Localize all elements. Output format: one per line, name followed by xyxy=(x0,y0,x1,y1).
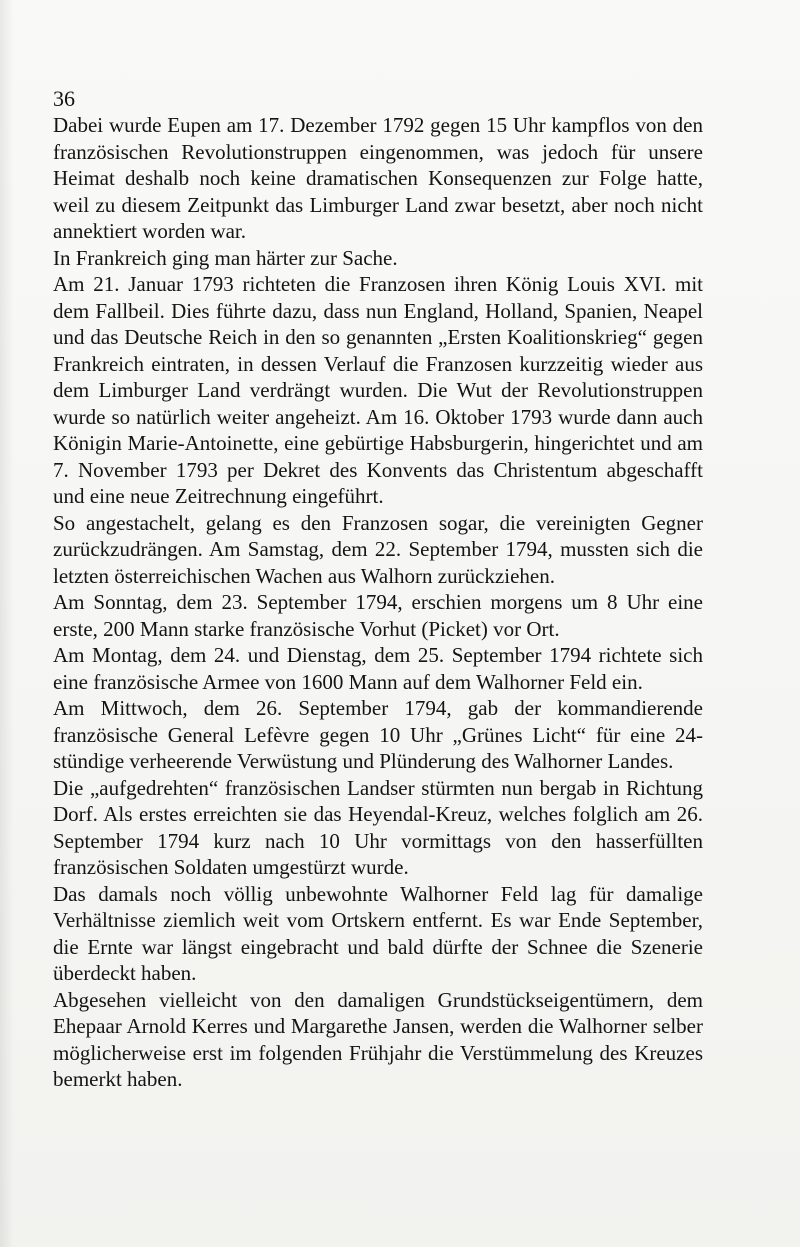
spine-shadow xyxy=(0,0,14,1247)
paragraph: Am Mittwoch, dem 26. September 1794, gab der kommandierende französische General Lefèvre gegen 10 Uhr „Grünes Licht“ für eine 24-stündige verheerende Verwüstung und Plünderung des Walhorner Landes. xyxy=(53,696,703,773)
page-number: 36 xyxy=(53,86,75,111)
paragraph: Am 21. Januar 1793 richteten die Franzosen ihren König Louis XVI. mit dem Fallbeil. Dies führte dazu, dass nun England, Holland, Spanien, Neapel und das Deutsche Reich in den so genannten „Ersten Koalitionskrieg“ gegen Frankreich eintraten, in dessen Verlauf die Franzosen kurzzeitig wieder aus dem Limburger Land verdrängt wurden. Die Wut der Revolutionstruppen wurde so natürlich weiter angeheizt. Am 16. Oktober 1793 wurde dann auch Königin Marie-Antoinette, eine gebürtige Habsburgerin, hingerichtet und am 7. November 1793 per Dekret des Konvents das Christentum abgeschafft und eine neue Zeitrechnung eingeführt. xyxy=(53,272,703,508)
paragraph: In Frankreich ging man härter zur Sache. xyxy=(53,245,398,270)
paragraph: Abgesehen vielleicht von den damaligen Grundstückseigentümern, dem Ehepaar Arnold Kerres und Margarethe Jansen, werden die Walhorner selber möglicherweise erst im folgenden Frühjahr die Verstümmelung des Kreuzes bemerkt haben. xyxy=(53,987,703,1091)
body-text xyxy=(53,112,703,1093)
paragraph: Dabei wurde Eupen am 17. Dezember 1792 gegen 15 Uhr kampflos von den französischen Revolutionstruppen eingenommen, was jedoch für unsere Heimat deshalb noch keine dramatischen Konsequenzen zur Folge hatte, weil zu diesem Zeitpunkt das Limburger Land zwar besetzt, aber noch nicht annektiert worden war. xyxy=(53,113,703,243)
paragraph: Am Montag, dem 24. und Dienstag, dem 25. September 1794 richtete sich eine französische Armee von 1600 Mann auf dem Walhorner Feld ein. xyxy=(53,643,703,694)
paragraph: Am Sonntag, dem 23. September 1794, erschien morgens um 8 Uhr eine erste, 200 Mann starke französische Vorhut (Picket) vor Ort. xyxy=(53,590,703,641)
paragraph: Das damals noch völlig unbewohnte Walhorner Feld lag für damalige Verhältnisse ziemlich weit vom Ortskern entfernt. Es war Ende September, die Ernte war längst eingebracht und bald dürfte der Schnee die Szenerie überdeckt haben. xyxy=(53,881,703,985)
paragraph: Die „aufgedrehten“ französischen Landser stürmten nun bergab in Richtung Dorf. Als erstes erreichten sie das Heyendal-Kreuz, welches folglich am 26. September 1794 kurz nach 10 Uhr vormittags von den hasserfüllten französischen Soldaten umgestürzt wurde. xyxy=(53,775,703,879)
paragraph: So angestachelt, gelang es den Franzosen sogar, die vereinigten Gegner zurückzudrängen. Am Samstag, dem 22. September 1794, mussten sich die letzten österreichischen Wachen aus Walhorn zurückziehen. xyxy=(53,510,703,588)
